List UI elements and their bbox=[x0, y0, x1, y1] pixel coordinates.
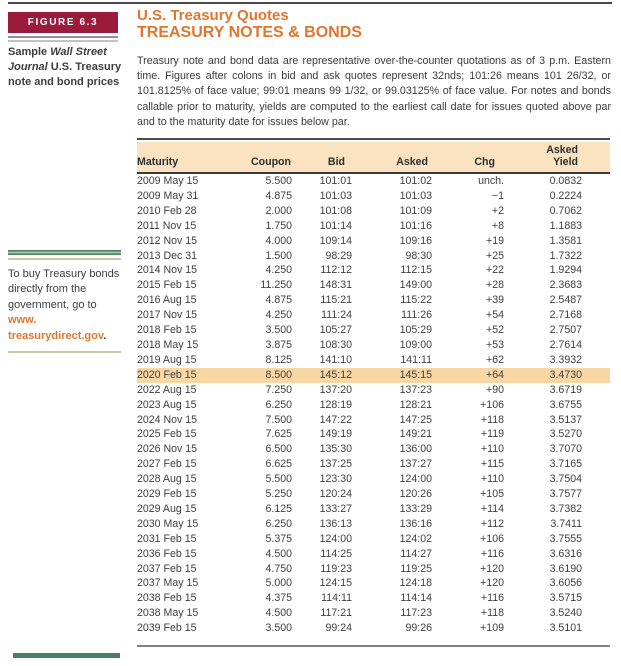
cell-coupon: 1.750 bbox=[265, 219, 292, 232]
cell-bid: 111:24 bbox=[321, 309, 352, 322]
cell-chg: +115 bbox=[480, 458, 504, 471]
table-row bbox=[137, 368, 610, 383]
cell-maturity: 2013 Dec 31 bbox=[137, 249, 198, 262]
cell-coupon: 4.375 bbox=[265, 592, 292, 605]
table-row bbox=[137, 293, 610, 308]
cell-asked-yield: 3.5101 bbox=[549, 622, 582, 635]
page-title: U.S. Treasury Quotes bbox=[137, 7, 289, 24]
table-bottom-rule bbox=[137, 645, 610, 647]
cell-bid: 117:21 bbox=[320, 607, 352, 620]
cell-asked-yield: 2.3683 bbox=[549, 279, 582, 292]
caption-journal-name: Wall Street Journal bbox=[8, 46, 107, 73]
cell-maturity: 2010 Feb 28 bbox=[137, 204, 197, 217]
cell-coupon: 1.500 bbox=[265, 249, 292, 262]
cell-asked-yield: 3.7070 bbox=[549, 443, 582, 456]
cell-chg: unch. bbox=[478, 175, 504, 187]
table-row bbox=[137, 249, 610, 264]
figure-label-box bbox=[8, 12, 118, 33]
table-row bbox=[137, 532, 610, 547]
cell-coupon: 4.250 bbox=[265, 309, 292, 322]
cell-maturity: 2039 Feb 15 bbox=[137, 622, 197, 635]
cell-asked: 111:26 bbox=[401, 309, 432, 322]
cell-coupon: 6.250 bbox=[265, 517, 292, 530]
cell-asked-yield: 3.5715 bbox=[549, 592, 582, 605]
cell-coupon: 7.500 bbox=[265, 413, 292, 426]
cell-asked-yield: 0.7062 bbox=[549, 204, 582, 217]
cell-bid: 147:22 bbox=[319, 413, 352, 426]
cell-coupon: 4.875 bbox=[265, 189, 292, 202]
page-subtitle: TREASURY NOTES & BONDS bbox=[137, 24, 362, 41]
cell-asked-yield: 3.4730 bbox=[504, 368, 610, 383]
cell-coupon: 5.500 bbox=[265, 473, 292, 486]
figure-label: FIGURE 6.3 bbox=[27, 17, 99, 28]
cell-asked-yield: 3.6316 bbox=[549, 547, 582, 560]
cell-asked: 149:21 bbox=[399, 428, 432, 441]
figure-divider-light bbox=[8, 40, 118, 42]
table-row bbox=[137, 442, 610, 457]
cell-maturity: 2037 Feb 15 bbox=[137, 562, 197, 575]
cell-bid: 108:30 bbox=[319, 338, 352, 351]
cell-chg: +110 bbox=[480, 473, 504, 486]
cell-asked: 109:00 bbox=[399, 338, 432, 351]
cell-asked-yield: 2.7507 bbox=[549, 324, 582, 337]
cell-maturity: 2029 Aug 15 bbox=[137, 502, 197, 515]
table-row bbox=[137, 278, 610, 293]
cell-coupon: 8.125 bbox=[265, 353, 292, 366]
cell-asked-yield: 1.3581 bbox=[549, 234, 582, 247]
cell-asked: 105:29 bbox=[399, 324, 432, 337]
cell-coupon: 4.250 bbox=[265, 264, 292, 277]
cell-bid: 119:23 bbox=[320, 562, 352, 575]
cell-maturity: 2022 Aug 15 bbox=[137, 383, 197, 396]
col-header-asked: Asked bbox=[352, 142, 432, 173]
cell-asked: 114:14 bbox=[400, 592, 432, 605]
table-row bbox=[137, 383, 610, 398]
cell-chg: +118 bbox=[480, 607, 504, 620]
cell-maturity: 2024 Nov 15 bbox=[137, 413, 198, 426]
cell-asked: 137:27 bbox=[399, 458, 432, 471]
cell-bid: 114:11 bbox=[321, 592, 352, 605]
table-row bbox=[137, 204, 610, 219]
cell-bid: 101:08 bbox=[319, 204, 352, 217]
figure-divider-dark bbox=[8, 36, 118, 38]
cell-chg: +19 bbox=[486, 234, 504, 247]
caption-prefix: Sample bbox=[8, 46, 51, 58]
cell-coupon: 4.875 bbox=[265, 294, 292, 307]
cell-coupon: 5.000 bbox=[265, 577, 292, 590]
note-bottom-rule-khaki bbox=[8, 351, 121, 353]
cell-asked-yield: 0.2224 bbox=[549, 189, 582, 202]
cell-coupon: 3.500 bbox=[265, 324, 292, 337]
cell-asked: 99:26 bbox=[405, 622, 432, 635]
cell-asked: 98:30 bbox=[405, 249, 432, 262]
cell-coupon: 6.125 bbox=[265, 502, 292, 515]
table-header-row bbox=[137, 142, 610, 173]
cell-coupon: 5.375 bbox=[265, 532, 292, 545]
cell-asked-yield: 3.6755 bbox=[549, 398, 582, 411]
cell-coupon: 4.500 bbox=[265, 607, 292, 620]
cell-asked: 136:16 bbox=[399, 517, 432, 530]
cell-maturity: 2025 Feb 15 bbox=[137, 428, 197, 441]
cell-maturity: 2018 Feb 15 bbox=[137, 324, 197, 337]
cell-asked-yield: 0.0832 bbox=[549, 175, 582, 187]
cell-coupon: 6.250 bbox=[265, 398, 292, 411]
cell-maturity: 2038 Feb 15 bbox=[137, 592, 197, 605]
cell-asked: 101:16 bbox=[399, 219, 432, 232]
cell-bid: 105:27 bbox=[319, 324, 352, 337]
cell-chg: +110 bbox=[480, 443, 504, 456]
cell-asked-yield: 3.6190 bbox=[549, 562, 582, 575]
cell-chg: +62 bbox=[486, 353, 504, 366]
cell-asked: 124:02 bbox=[399, 532, 432, 545]
cell-chg: −1 bbox=[491, 189, 504, 202]
cell-bid: 136:13 bbox=[319, 517, 352, 530]
cell-asked: 101:09 bbox=[399, 204, 432, 217]
cell-bid: 148:31 bbox=[319, 279, 352, 292]
cell-bid: 137:25 bbox=[319, 458, 352, 471]
cell-chg: +53 bbox=[486, 338, 504, 351]
figure-caption bbox=[8, 45, 126, 90]
cell-bid: 112:12 bbox=[320, 264, 352, 277]
cell-coupon: 2.000 bbox=[265, 204, 292, 217]
cell-coupon: 8.500 bbox=[249, 368, 292, 383]
cell-asked: 124:00 bbox=[399, 473, 432, 486]
cell-asked-yield: 2.5487 bbox=[549, 294, 582, 307]
cell-maturity: 2017 Nov 15 bbox=[137, 309, 198, 322]
table-row bbox=[137, 457, 610, 472]
cell-asked: 115:22 bbox=[400, 294, 432, 307]
cell-maturity: 2028 Aug 15 bbox=[137, 473, 197, 486]
cell-maturity: 2023 Aug 15 bbox=[137, 398, 197, 411]
cell-asked: 114:27 bbox=[400, 547, 432, 560]
table-body bbox=[137, 173, 610, 636]
col-header-coupon: Coupon bbox=[249, 142, 292, 173]
table-row bbox=[137, 323, 610, 338]
cell-maturity: 2036 Feb 15 bbox=[137, 547, 197, 560]
cell-coupon: 7.250 bbox=[265, 383, 292, 396]
cell-maturity: 2031 Feb 15 bbox=[137, 532, 197, 545]
cell-bid: 123:30 bbox=[319, 473, 352, 486]
table-row bbox=[137, 517, 610, 532]
cell-asked-yield: 1.1883 bbox=[549, 219, 582, 232]
cell-chg: +106 bbox=[480, 532, 504, 545]
sidebar-note bbox=[8, 250, 126, 353]
table-row bbox=[137, 472, 610, 487]
note-top-rule-green bbox=[8, 250, 121, 255]
cell-coupon: 11.250 bbox=[260, 279, 292, 292]
table-row bbox=[137, 562, 610, 577]
cell-chg: +112 bbox=[480, 517, 504, 530]
cell-maturity: 2016 Aug 15 bbox=[137, 294, 197, 307]
cell-asked-yield: 3.5240 bbox=[549, 607, 582, 620]
cell-asked: 128:21 bbox=[399, 398, 432, 411]
cell-maturity: 2019 Aug 15 bbox=[137, 353, 197, 366]
sidebar-bottom-bar bbox=[13, 653, 120, 658]
cell-bid: 114:25 bbox=[320, 547, 352, 560]
cell-asked: 117:23 bbox=[400, 607, 432, 620]
cell-coupon: 3.500 bbox=[265, 622, 292, 635]
cell-asked: 145:15 bbox=[352, 368, 432, 383]
cell-chg: +39 bbox=[486, 294, 504, 307]
cell-asked: 141:11 bbox=[400, 353, 432, 366]
cell-maturity: 2029 Feb 15 bbox=[137, 488, 197, 501]
cell-coupon: 5.500 bbox=[265, 175, 292, 187]
table-description: Treasury note and bond data are representative over-the-counter quotations as of 3 p.m. Eastern time. Figures after colons in bid and ask quotes represent 32nds; 101:26 means 101 26/32, or 101.8125% of face value; 99:01 means 99 1/32, or 99.03125% of face value. For notes and bonds callable prior to maturity, yields are computed to the earliest call date for issues quoted above par and to the maturity date for issues below par. bbox=[137, 55, 611, 128]
table-row bbox=[137, 606, 610, 621]
cell-maturity: 2037 May 15 bbox=[137, 577, 199, 590]
cell-asked-yield: 3.7577 bbox=[549, 488, 582, 501]
cell-asked-yield: 2.7168 bbox=[549, 309, 582, 322]
cell-bid: 124:00 bbox=[319, 532, 352, 545]
treasurydirect-link-line2[interactable]: treasurydirect.gov bbox=[8, 329, 104, 342]
table-row bbox=[137, 413, 610, 428]
cell-bid: 145:12 bbox=[292, 368, 352, 383]
cell-chg: +28 bbox=[486, 279, 504, 292]
cell-bid: 133:27 bbox=[319, 502, 352, 515]
cell-asked: 137:23 bbox=[399, 383, 432, 396]
cell-asked-yield: 3.5137 bbox=[549, 413, 582, 426]
cell-asked: 112:15 bbox=[400, 264, 432, 277]
table-row bbox=[137, 219, 610, 234]
cell-chg: +22 bbox=[486, 264, 504, 277]
cell-chg: +64 bbox=[432, 368, 504, 383]
table-row bbox=[137, 189, 610, 204]
cell-chg: +114 bbox=[480, 502, 504, 515]
cell-maturity: 2012 Nov 15 bbox=[137, 234, 198, 247]
table-row bbox=[137, 173, 610, 189]
cell-asked-yield: 3.7165 bbox=[549, 458, 582, 471]
cell-maturity: 2038 May 15 bbox=[137, 607, 199, 620]
cell-chg: +116 bbox=[480, 592, 504, 605]
cell-bid: 109:14 bbox=[319, 234, 352, 247]
cell-bid: 101:01 bbox=[319, 175, 352, 187]
cell-bid: 135:30 bbox=[319, 443, 352, 456]
cell-asked-yield: 3.6719 bbox=[549, 383, 582, 396]
cell-bid: 115:21 bbox=[320, 294, 352, 307]
cell-chg: +120 bbox=[480, 562, 504, 575]
cell-maturity: 2027 Feb 15 bbox=[137, 458, 197, 471]
table-row bbox=[137, 591, 610, 606]
note-body: To buy Treasury bonds directly from the government, go to bbox=[8, 267, 120, 311]
col-header-chg: Chg bbox=[432, 142, 504, 173]
cell-chg: +116 bbox=[480, 547, 504, 560]
cell-chg: +52 bbox=[486, 324, 504, 337]
table-row bbox=[137, 263, 610, 278]
cell-asked-yield: 3.7411 bbox=[550, 517, 582, 530]
table-top-rule bbox=[137, 138, 610, 140]
cell-coupon: 7.625 bbox=[265, 428, 292, 441]
cell-bid: 141:10 bbox=[319, 353, 352, 366]
note-text bbox=[8, 267, 126, 345]
cell-asked: 101:03 bbox=[399, 189, 432, 202]
table-row bbox=[137, 398, 610, 413]
table-row bbox=[137, 234, 610, 249]
cell-coupon: 4.500 bbox=[265, 547, 292, 560]
cell-chg: +90 bbox=[486, 383, 504, 396]
cell-chg: +118 bbox=[480, 413, 504, 426]
cell-chg: +120 bbox=[480, 577, 504, 590]
table-row bbox=[137, 308, 610, 323]
cell-maturity: 2018 May 15 bbox=[137, 338, 199, 351]
cell-chg: +119 bbox=[480, 428, 504, 441]
cell-asked: 119:25 bbox=[400, 562, 432, 575]
sidebar bbox=[8, 0, 126, 666]
cell-asked: 136:00 bbox=[399, 443, 432, 456]
note-top-rule-khaki bbox=[8, 258, 121, 260]
cell-coupon: 4.750 bbox=[265, 562, 292, 575]
cell-maturity: 2011 Nov 15 bbox=[137, 219, 197, 232]
cell-asked-yield: 1.9294 bbox=[549, 264, 582, 277]
treasurydirect-link-line1[interactable]: www. bbox=[8, 314, 37, 326]
cell-coupon: 4.000 bbox=[265, 234, 292, 247]
cell-maturity: 2009 May 31 bbox=[137, 189, 199, 202]
cell-asked: 147:25 bbox=[399, 413, 432, 426]
table-row bbox=[137, 621, 610, 636]
cell-bid: 99:24 bbox=[325, 622, 352, 635]
cell-chg: +105 bbox=[480, 488, 504, 501]
cell-coupon: 6.500 bbox=[265, 443, 292, 456]
cell-coupon: 3.875 bbox=[265, 338, 292, 351]
cell-coupon: 6.625 bbox=[265, 458, 292, 471]
cell-bid: 149:19 bbox=[319, 428, 352, 441]
cell-asked: 149:00 bbox=[399, 279, 432, 292]
cell-bid: 128:19 bbox=[319, 398, 352, 411]
cell-bid: 124:15 bbox=[319, 577, 352, 590]
cell-bid: 98:29 bbox=[325, 249, 352, 262]
cell-asked: 124:18 bbox=[399, 577, 432, 590]
cell-asked-yield: 3.5270 bbox=[549, 428, 582, 441]
cell-chg: +106 bbox=[480, 398, 504, 411]
table-row bbox=[137, 547, 610, 562]
cell-asked-yield: 3.7555 bbox=[549, 532, 582, 545]
cell-maturity: 2015 Feb 15 bbox=[137, 279, 197, 292]
table-row bbox=[137, 338, 610, 353]
cell-chg: +2 bbox=[491, 204, 504, 217]
table-row bbox=[137, 502, 610, 517]
cell-chg: +54 bbox=[486, 309, 504, 322]
cell-asked: 120:26 bbox=[399, 488, 432, 501]
cell-asked-yield: 3.6056 bbox=[549, 577, 582, 590]
cell-asked: 109:16 bbox=[399, 234, 432, 247]
table-header bbox=[137, 142, 610, 173]
table-row bbox=[137, 427, 610, 442]
cell-bid: 120:24 bbox=[319, 488, 352, 501]
cell-asked-yield: 3.7504 bbox=[549, 473, 582, 486]
cell-maturity: 2030 May 15 bbox=[137, 517, 199, 530]
cell-chg: +109 bbox=[480, 622, 504, 635]
cell-asked: 101:02 bbox=[399, 175, 432, 187]
cell-bid: 101:14 bbox=[319, 219, 352, 232]
cell-asked-yield: 3.3932 bbox=[549, 353, 582, 366]
cell-asked-yield: 3.7382 bbox=[549, 502, 582, 515]
cell-chg: +8 bbox=[491, 219, 504, 232]
cell-bid: 137:20 bbox=[319, 383, 352, 396]
cell-asked-yield: 1.7322 bbox=[549, 249, 582, 262]
caption-suffix: U.S. Treasury note and bond prices bbox=[8, 61, 122, 88]
table-row bbox=[137, 487, 610, 502]
col-header-maturity: Maturity bbox=[137, 142, 249, 173]
col-header-bid: Bid bbox=[292, 142, 352, 173]
cell-coupon: 5.250 bbox=[265, 488, 292, 501]
cell-maturity: 2014 Nov 15 bbox=[137, 264, 198, 277]
cell-bid: 101:03 bbox=[319, 189, 352, 202]
cell-maturity: 2020 Feb 15 bbox=[137, 368, 249, 383]
cell-maturity: 2026 Nov 15 bbox=[137, 443, 198, 456]
cell-chg: +25 bbox=[486, 249, 504, 262]
treasury-quotes-table bbox=[137, 142, 610, 636]
col-header-asked-yield: Asked Yield bbox=[504, 142, 610, 173]
cell-asked-yield: 2.7614 bbox=[549, 338, 582, 351]
cell-asked: 133:29 bbox=[399, 502, 432, 515]
note-period: . bbox=[103, 329, 107, 342]
cell-maturity: 2009 May 15 bbox=[137, 175, 199, 187]
table-row bbox=[137, 353, 610, 368]
table-row bbox=[137, 576, 610, 591]
